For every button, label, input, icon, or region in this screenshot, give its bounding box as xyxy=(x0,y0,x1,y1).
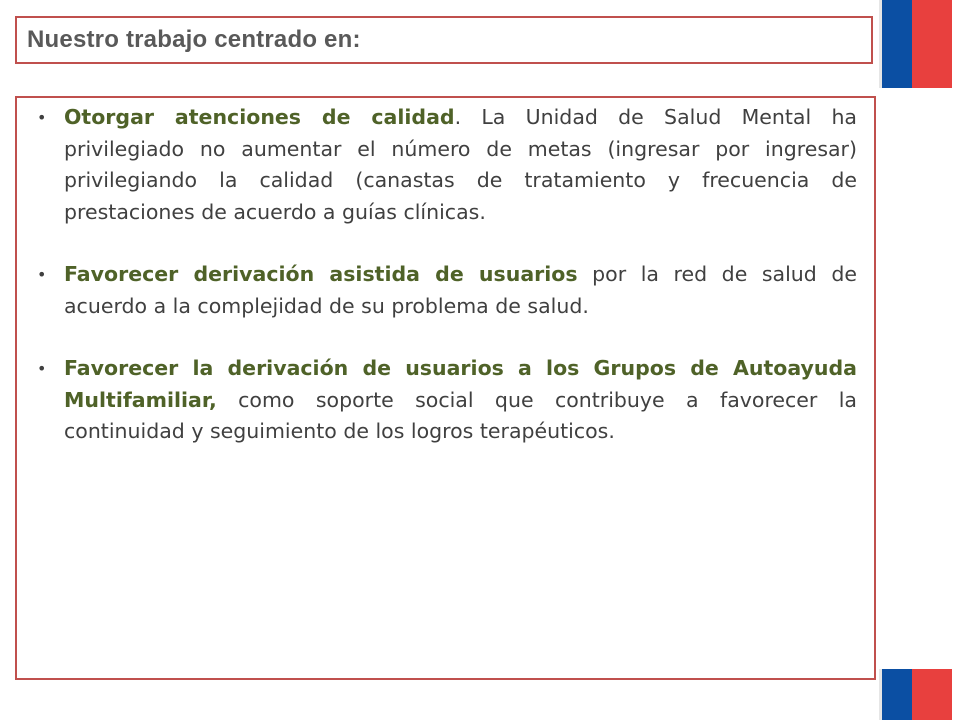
flag-decoration-bottom xyxy=(882,669,952,720)
bullet-marker: • xyxy=(37,359,47,378)
bullet-marker: • xyxy=(37,108,47,127)
bullet-text: por la red de salud de acuerdo a la complejidad de su problema de salud. xyxy=(64,262,858,318)
bullet-highlight: Favorecer la derivación de usuarios a los Grupos de Autoayuda Multifamiliar, xyxy=(64,356,857,412)
bullet-highlight: Favorecer derivación asistida de usuarios xyxy=(64,262,578,286)
bullet-highlight: Otorgar atenciones de calidad xyxy=(64,105,455,129)
bullet-text: como soporte social que contribuye a favorecer la continuidad y seguimiento de los logros terapéuticos. xyxy=(64,387,857,443)
flag-blue-stripe xyxy=(882,669,912,720)
bullet-item xyxy=(37,102,857,228)
bullet-list xyxy=(37,102,857,479)
flag-red-stripe xyxy=(912,669,952,720)
bullet-item xyxy=(37,259,857,322)
bullet-item xyxy=(37,353,857,448)
bullet-marker: • xyxy=(37,265,47,284)
flag-red-stripe xyxy=(912,0,952,88)
flag-decoration-top xyxy=(882,0,952,88)
bullet-text: . La Unidad de Salud Mental ha privilegiado no aumentar el número de metas (ingresar por ingresar) privilegiando la calidad (canastas de tratamiento y frecuencia de prestaciones de acuerdo a guías clínicas. xyxy=(64,105,857,224)
slide-title: Nuestro trabajo centrado en: xyxy=(27,26,361,53)
content-frame xyxy=(15,96,876,680)
flag-blue-stripe xyxy=(882,0,912,88)
title-frame xyxy=(15,16,873,64)
